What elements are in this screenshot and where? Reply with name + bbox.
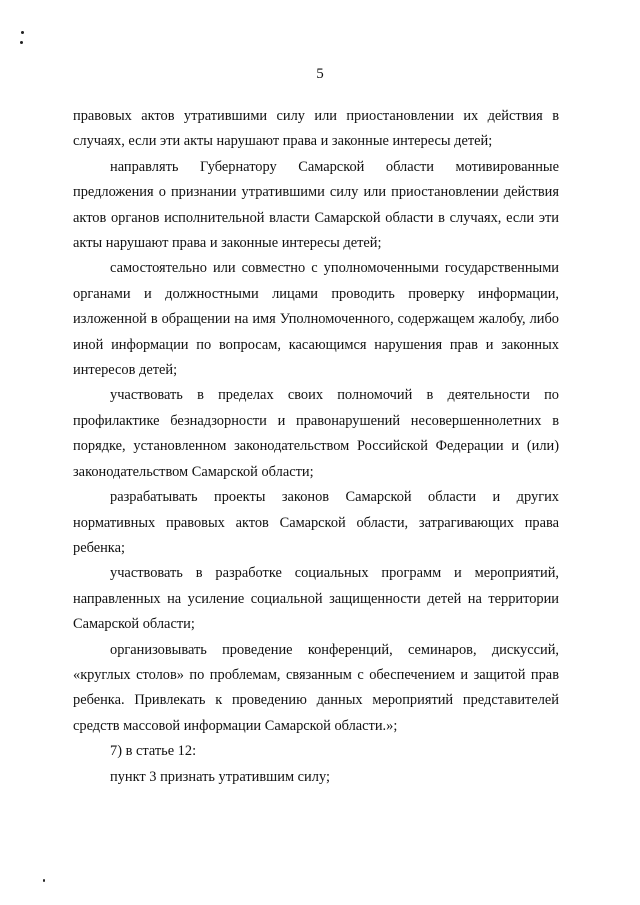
paragraph-draft-laws: разрабатывать проекты законов Самарской области и других нормативных правовых актов Самарской области, затрагивающих права ребенка; (73, 489, 559, 556)
paragraph-social-programs: участвовать в разработке социальных программ и мероприятий, направленных на усиление социальной защищенности детей на территории Самарской области; (73, 565, 559, 633)
scan-speck-top-1 (21, 31, 24, 34)
paragraph-article-12: 7) в статье 12: (110, 743, 197, 760)
paragraph-continuation: правовых актов утратившими силу или приостановлении их действия в случаях, если эти акты нарушают права и законные интересы детей; (73, 108, 559, 150)
page-number: 5 (316, 66, 324, 82)
paragraph-governor-proposals: направлять Губернатору Самарской области мотивированные предложения о признании утратившими силу или приостановлении действия актов органов исполнительной власти Самарской области в случаях, если эти акты нарушают права и законные интересы детей; (73, 158, 559, 252)
paragraph-prevention: участвовать в пределах своих полномочий в деятельности по профилактике безнадзорности и правонарушений несовершеннолетних в порядке, установленном законодательством Российской Федерации и (или) законодательством Самарской области; (73, 387, 559, 480)
paragraph-clause-3: пункт 3 признать утратившим силу; (110, 768, 330, 785)
document-body (73, 104, 559, 790)
scan-speck-top-2 (20, 41, 23, 44)
paragraph-information-check: самостоятельно или совместно с уполномоченными государственными органами и должностными лицами проводить проверку информации, изложенной в обращении на имя Уполномоченного, содержащем жалобу, либо иной информации по вопросам, касающимся нарушения прав и законных интересов детей; (73, 260, 559, 379)
paragraph-conferences: организовывать проведение конференций, семинаров, дискуссий, «круглых столов» по проблемам, связанным с обеспечением и защитой прав ребенка. Привлекать к проведению данных мероприятий представителей средств массовой информации Самарской области.»; (73, 641, 559, 734)
scan-speck-bottom (43, 879, 45, 882)
